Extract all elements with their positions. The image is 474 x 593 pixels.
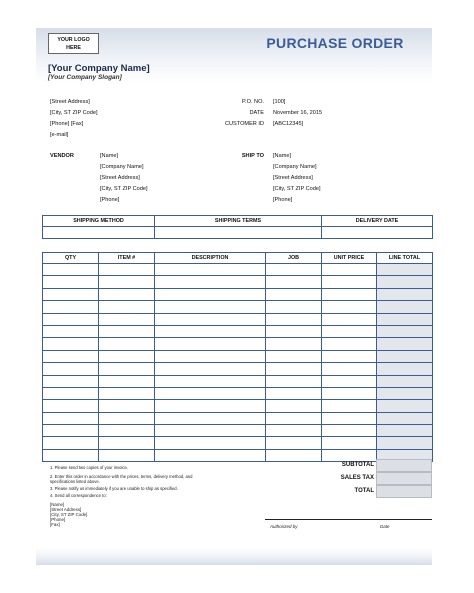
description-cell[interactable] — [155, 412, 266, 424]
vendor-company: [Company Name] — [100, 164, 144, 170]
job-cell[interactable] — [266, 412, 322, 424]
authorized-by-label: Authorized by — [270, 524, 298, 529]
job-cell[interactable] — [266, 325, 322, 337]
item-number-cell[interactable] — [99, 350, 155, 362]
footer-band — [36, 548, 432, 565]
qty-cell[interactable] — [43, 449, 99, 461]
job-cell[interactable] — [266, 400, 322, 412]
item-number-cell[interactable] — [99, 375, 155, 387]
shipping-method-cell[interactable] — [43, 227, 155, 239]
description-cell[interactable] — [155, 437, 266, 449]
unit-price-cell[interactable] — [322, 264, 377, 276]
line-total-cell[interactable] — [377, 276, 433, 288]
item-number-cell[interactable] — [99, 301, 155, 313]
line-total-cell[interactable] — [377, 387, 433, 399]
item-number-cell[interactable] — [99, 437, 155, 449]
unit-price-cell[interactable] — [322, 425, 377, 437]
subtotal-cell[interactable] — [376, 459, 432, 472]
shipping-table — [42, 215, 433, 239]
table-row — [43, 387, 433, 399]
ship-to-company: [Company Name] — [273, 164, 317, 170]
line-total-header: LINE TOTAL — [377, 253, 433, 264]
qty-cell[interactable] — [43, 375, 99, 387]
item-number-cell[interactable] — [99, 412, 155, 424]
unit-price-cell[interactable] — [322, 313, 377, 325]
table-row — [43, 375, 433, 387]
job-cell[interactable] — [266, 363, 322, 375]
description-cell[interactable] — [155, 276, 266, 288]
description-cell[interactable] — [155, 375, 266, 387]
line-total-cell[interactable] — [377, 350, 433, 362]
unit-price-cell[interactable] — [322, 412, 377, 424]
vendor-street: [Street Address] — [100, 175, 140, 181]
table-row — [43, 313, 433, 325]
description-header: DESCRIPTION — [155, 253, 266, 264]
description-cell[interactable] — [155, 449, 266, 461]
po-number-value: [100] — [273, 99, 286, 105]
qty-cell[interactable] — [43, 338, 99, 350]
correspondence-city: [City, ST ZIP Code] — [50, 512, 88, 517]
job-header: JOB — [266, 253, 322, 264]
line-total-cell[interactable] — [377, 301, 433, 313]
line-total-cell[interactable] — [377, 437, 433, 449]
correspondence-fax: [Fax] — [50, 522, 60, 527]
qty-cell[interactable] — [43, 325, 99, 337]
items-table — [42, 252, 433, 462]
unit-price-header: UNIT PRICE — [322, 253, 377, 264]
line-total-cell[interactable] — [377, 412, 433, 424]
job-cell[interactable] — [266, 338, 322, 350]
company-city: [City, ST ZIP Code] — [50, 110, 98, 116]
qty-cell[interactable] — [43, 400, 99, 412]
description-cell[interactable] — [155, 264, 266, 276]
job-cell[interactable] — [266, 375, 322, 387]
qty-cell[interactable] — [43, 437, 99, 449]
delivery-date-cell[interactable] — [322, 227, 433, 239]
unit-price-cell[interactable] — [322, 437, 377, 449]
job-cell[interactable] — [266, 264, 322, 276]
shipping-terms-cell[interactable] — [155, 227, 322, 239]
item-number-cell[interactable] — [99, 338, 155, 350]
line-total-cell[interactable] — [377, 363, 433, 375]
company-name: [Your Company Name] — [48, 63, 150, 74]
unit-price-cell[interactable] — [322, 301, 377, 313]
correspondence-street: [Street Address] — [50, 507, 82, 512]
job-cell[interactable] — [266, 313, 322, 325]
description-cell[interactable] — [155, 325, 266, 337]
unit-price-cell[interactable] — [322, 363, 377, 375]
table-row — [43, 301, 433, 313]
line-total-cell[interactable] — [377, 375, 433, 387]
description-cell[interactable] — [155, 387, 266, 399]
table-row — [43, 350, 433, 362]
table-row — [43, 449, 433, 461]
unit-price-cell[interactable] — [322, 449, 377, 461]
customer-id-value: [ABC12345] — [273, 121, 304, 127]
line-total-cell[interactable] — [377, 325, 433, 337]
note-3: 3. Please notify us immediately if you are unable to ship as specified. — [50, 486, 178, 491]
logo-placeholder — [48, 33, 99, 54]
qty-cell[interactable] — [43, 387, 99, 399]
unit-price-cell[interactable] — [322, 375, 377, 387]
item-number-cell[interactable] — [99, 276, 155, 288]
table-row — [43, 425, 433, 437]
job-cell[interactable] — [266, 301, 322, 313]
description-cell[interactable] — [155, 425, 266, 437]
note-2: 2. Enter this order in accordance with the prices, terms, delivery method, and — [50, 474, 193, 479]
unit-price-cell[interactable] — [322, 288, 377, 300]
item-number-cell[interactable] — [99, 288, 155, 300]
job-cell[interactable] — [266, 437, 322, 449]
table-row — [43, 363, 433, 375]
table-row — [43, 264, 433, 276]
signature-line — [265, 519, 432, 520]
item-number-cell[interactable] — [99, 264, 155, 276]
job-cell[interactable] — [266, 387, 322, 399]
description-cell[interactable] — [155, 363, 266, 375]
ship-to-label: SHIP TO — [241, 153, 264, 159]
company-phone-fax: [Phone] [Fax] — [50, 121, 84, 127]
sales-tax-cell[interactable] — [376, 472, 432, 485]
total-label: TOTAL — [354, 488, 374, 494]
note-1: 1. Please send two copies of your invoice. — [50, 465, 128, 470]
vendor-phone: [Phone] — [100, 197, 120, 203]
po-number-label: P.O. NO. — [242, 99, 264, 105]
vendor-city: [City, ST ZIP Code] — [100, 186, 148, 192]
description-cell[interactable] — [155, 313, 266, 325]
item-number-cell[interactable] — [99, 449, 155, 461]
note-2-continued: specifications listed above. — [50, 479, 100, 484]
company-street: [Street Address] — [50, 99, 90, 105]
vendor-name: [Name] — [100, 153, 119, 159]
item-number-header: ITEM # — [99, 253, 155, 264]
ship-to-phone: [Phone] — [273, 197, 293, 203]
unit-price-cell[interactable] — [322, 325, 377, 337]
job-cell[interactable] — [266, 425, 322, 437]
unit-price-cell[interactable] — [322, 350, 377, 362]
note-4: 4. Send all correspondence to: — [50, 493, 107, 498]
table-row — [43, 400, 433, 412]
qty-cell[interactable] — [43, 363, 99, 375]
unit-price-cell[interactable] — [322, 338, 377, 350]
ship-to-city: [City, ST ZIP Code] — [273, 186, 321, 192]
date-value: November 16, 2015 — [273, 110, 323, 116]
job-cell[interactable] — [266, 449, 322, 461]
vendor-label: VENDOR — [50, 153, 74, 159]
item-number-cell[interactable] — [99, 387, 155, 399]
subtotal-label: SUBTOTAL — [341, 462, 374, 468]
document-title: PURCHASE ORDER — [266, 35, 404, 51]
job-cell[interactable] — [266, 350, 322, 362]
item-number-cell[interactable] — [99, 400, 155, 412]
line-total-cell[interactable] — [377, 425, 433, 437]
line-total-cell[interactable] — [377, 288, 433, 300]
qty-cell[interactable] — [43, 350, 99, 362]
total-cell[interactable] — [376, 485, 432, 498]
job-cell[interactable] — [266, 276, 322, 288]
line-total-cell[interactable] — [377, 338, 433, 350]
delivery-date-header: DELIVERY DATE — [322, 216, 433, 227]
table-row — [43, 437, 433, 449]
table-row — [43, 288, 433, 300]
table-row — [43, 276, 433, 288]
company-email: [e-mail] — [50, 132, 69, 138]
item-number-cell[interactable] — [99, 325, 155, 337]
qty-cell[interactable] — [43, 288, 99, 300]
items-body — [43, 264, 433, 462]
ship-to-street: [Street Address] — [273, 175, 313, 181]
table-row — [43, 338, 433, 350]
ship-to-name: [Name] — [273, 153, 292, 159]
shipping-method-header: SHIPPING METHOD — [43, 216, 155, 227]
unit-price-cell[interactable] — [322, 276, 377, 288]
date-label: DATE — [249, 110, 264, 116]
table-row — [43, 325, 433, 337]
logo-line-1: YOUR LOGO — [57, 37, 90, 43]
sales-tax-label: SALES TAX — [340, 475, 374, 481]
customer-id-label: CUSTOMER ID — [224, 121, 264, 127]
line-total-cell[interactable] — [377, 313, 433, 325]
company-slogan: [Your Company Slogan] — [48, 74, 122, 81]
description-cell[interactable] — [155, 301, 266, 313]
description-cell[interactable] — [155, 350, 266, 362]
line-total-cell[interactable] — [377, 264, 433, 276]
qty-cell[interactable] — [43, 264, 99, 276]
qty-cell[interactable] — [43, 313, 99, 325]
signature-date-label: Date — [380, 524, 390, 529]
item-number-cell[interactable] — [99, 313, 155, 325]
job-cell[interactable] — [266, 288, 322, 300]
item-number-cell[interactable] — [99, 425, 155, 437]
unit-price-cell[interactable] — [322, 400, 377, 412]
correspondence-name: [Name] — [50, 502, 65, 507]
item-number-cell[interactable] — [99, 363, 155, 375]
qty-cell[interactable] — [43, 412, 99, 424]
line-total-cell[interactable] — [377, 400, 433, 412]
description-cell[interactable] — [155, 288, 266, 300]
description-cell[interactable] — [155, 400, 266, 412]
logo-line-2: HERE — [66, 45, 81, 51]
qty-cell[interactable] — [43, 276, 99, 288]
qty-cell[interactable] — [43, 425, 99, 437]
shipping-terms-header: SHIPPING TERMS — [155, 216, 322, 227]
qty-header: QTY — [43, 253, 99, 264]
description-cell[interactable] — [155, 338, 266, 350]
unit-price-cell[interactable] — [322, 387, 377, 399]
qty-cell[interactable] — [43, 301, 99, 313]
table-row — [43, 412, 433, 424]
correspondence-phone: [Phone] — [50, 517, 66, 522]
